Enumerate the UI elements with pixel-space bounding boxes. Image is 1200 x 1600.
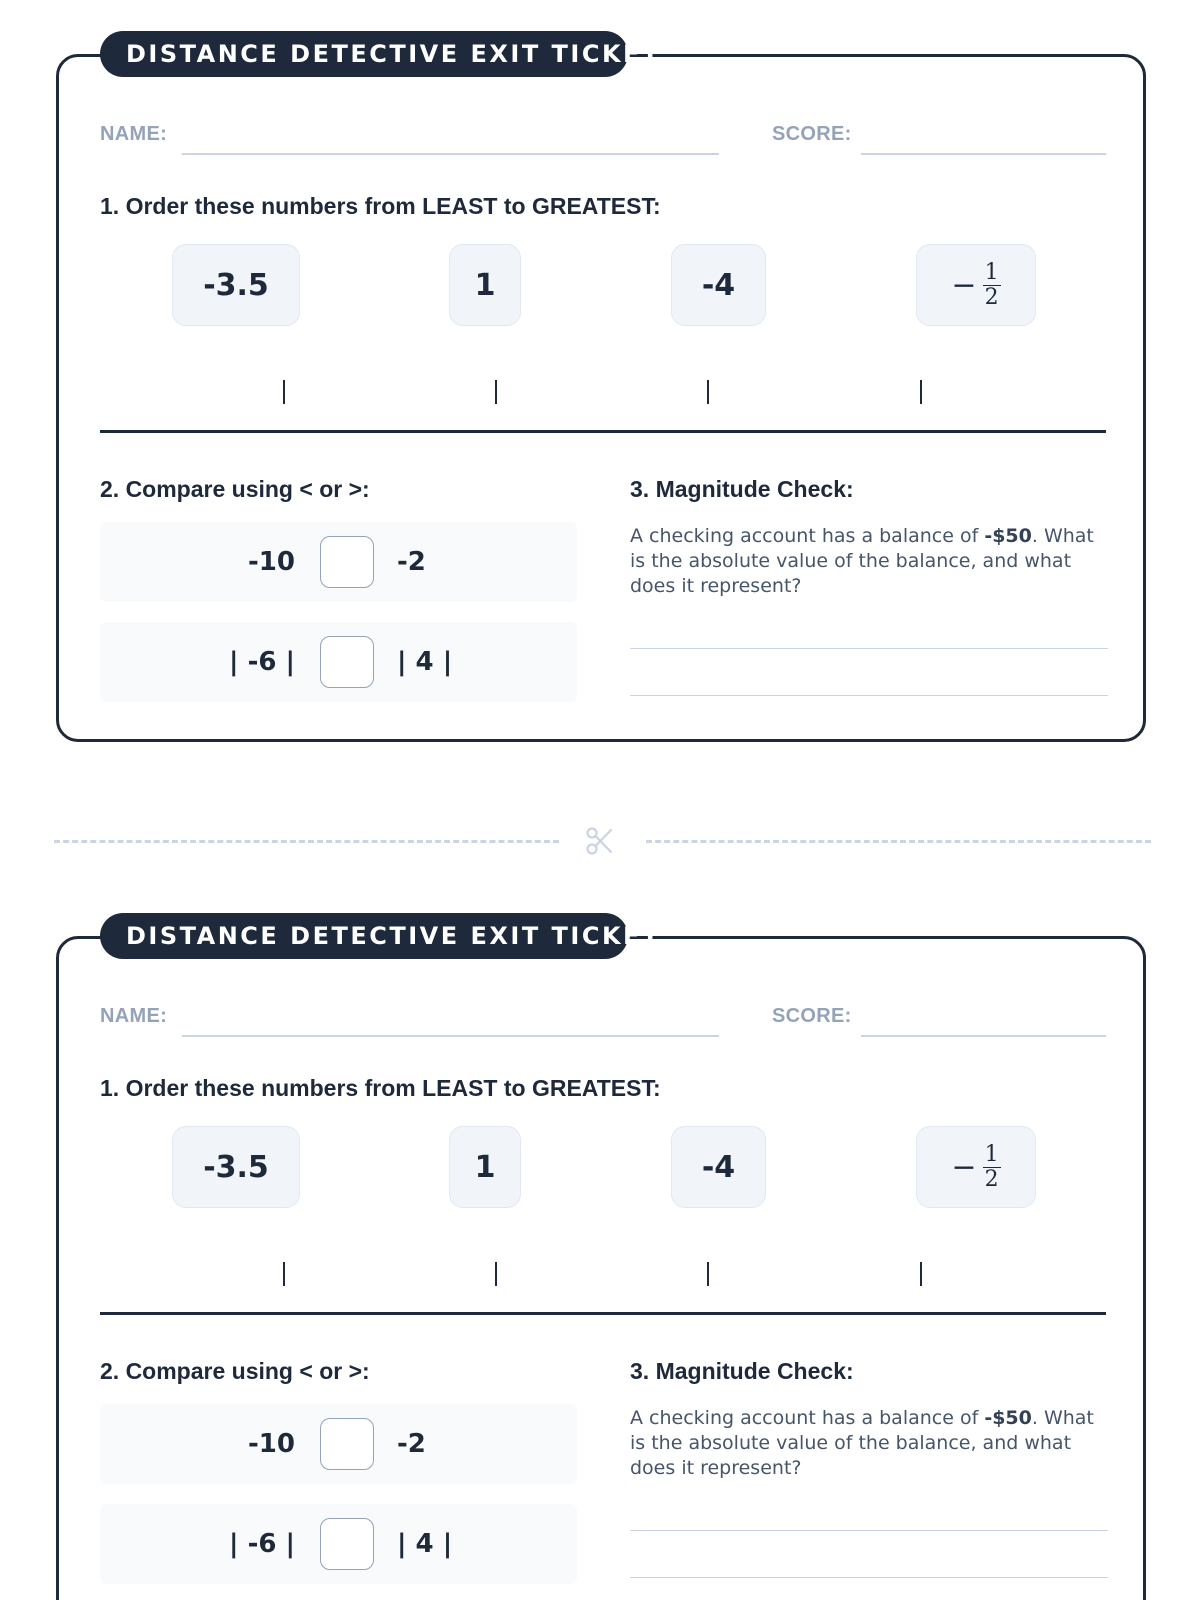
q3-balance-highlight: -$50 xyxy=(984,1407,1032,1429)
question-1-prompt: 1. Order these numbers from LEAST to GREATEST: xyxy=(100,1075,661,1101)
compare-row xyxy=(100,1504,577,1584)
compare-right-value: | 4 | xyxy=(397,1529,453,1559)
score-answer-line[interactable] xyxy=(861,153,1106,155)
compare-left-value: | -6 | xyxy=(229,647,295,677)
question-1-prompt: 1. Order these numbers from LEAST to GREATEST: xyxy=(100,193,661,219)
question-3-text xyxy=(630,524,1108,599)
answer-line[interactable] xyxy=(630,695,1108,696)
answer-slot-tick[interactable] xyxy=(495,1262,497,1286)
answer-slot-tick[interactable] xyxy=(495,380,497,404)
fraction-minus: − xyxy=(951,1149,977,1185)
q3-text-after: . What is the absolute value of the balance, and what does it represent? xyxy=(630,525,1094,597)
compare-left-value: -10 xyxy=(248,1429,295,1459)
q3-text-before: A checking account has a balance of xyxy=(630,1407,985,1429)
fraction-denominator: 2 xyxy=(984,1166,999,1192)
fraction-numerator: 1 xyxy=(984,1141,999,1167)
q3-balance-highlight: -$50 xyxy=(984,525,1032,547)
number-card: 1 xyxy=(449,1126,521,1208)
answer-slot-tick[interactable] xyxy=(283,380,285,404)
compare-row xyxy=(100,522,577,602)
comparison-answer-box[interactable] xyxy=(320,636,374,688)
number-card: -4 xyxy=(671,244,766,326)
fraction-card xyxy=(916,1126,1036,1208)
compare-left-value: | -6 | xyxy=(229,1529,295,1559)
compare-right-value: | 4 | xyxy=(397,647,453,677)
score-label: SCORE: xyxy=(772,123,852,145)
negative-one-half xyxy=(951,1143,1000,1192)
answer-slot-tick[interactable] xyxy=(920,1262,922,1286)
answer-slot-tick[interactable] xyxy=(920,380,922,404)
comparison-answer-box[interactable] xyxy=(320,1518,374,1570)
cut-line-left xyxy=(54,840,559,843)
fraction-denominator: 2 xyxy=(984,284,999,310)
answer-line[interactable] xyxy=(630,648,1108,649)
score-label: SCORE: xyxy=(772,1005,852,1027)
exit-ticket-2 xyxy=(56,922,1146,1600)
name-answer-line[interactable] xyxy=(182,153,719,155)
question-2-prompt: 2. Compare using < or >: xyxy=(100,476,370,502)
compare-right-value: -2 xyxy=(397,1429,426,1459)
name-label: NAME: xyxy=(100,1005,168,1027)
section-divider xyxy=(100,1312,1106,1315)
number-card: -4 xyxy=(671,1126,766,1208)
scissors-icon xyxy=(584,825,616,857)
score-answer-line[interactable] xyxy=(861,1035,1106,1037)
fraction-numerator: 1 xyxy=(984,259,999,285)
cut-line-right xyxy=(646,840,1151,843)
compare-row xyxy=(100,622,577,702)
answer-slot-tick[interactable] xyxy=(707,380,709,404)
compare-right-value: -2 xyxy=(397,547,426,577)
name-score-row xyxy=(100,1001,1106,1037)
answer-slot-tick[interactable] xyxy=(283,1262,285,1286)
negative-one-half xyxy=(951,261,1000,310)
compare-row xyxy=(100,1404,577,1484)
name-label: NAME: xyxy=(100,123,168,145)
question-3-text xyxy=(630,1406,1108,1481)
name-score-row xyxy=(100,119,1106,155)
question-3-prompt: 3. Magnitude Check: xyxy=(630,1358,854,1384)
ticket-title: DISTANCE DETECTIVE EXIT TICKET xyxy=(100,913,628,959)
exit-ticket-1 xyxy=(56,40,1146,742)
name-answer-line[interactable] xyxy=(182,1035,719,1037)
comparison-answer-box[interactable] xyxy=(320,1418,374,1470)
q3-text-after: . What is the absolute value of the balance, and what does it represent? xyxy=(630,1407,1094,1479)
answer-line[interactable] xyxy=(630,1577,1108,1578)
answer-slot-tick[interactable] xyxy=(707,1262,709,1286)
compare-left-value: -10 xyxy=(248,547,295,577)
number-card: -3.5 xyxy=(172,244,300,326)
question-3-prompt: 3. Magnitude Check: xyxy=(630,476,854,502)
fraction-minus: − xyxy=(951,267,977,303)
ticket-title: DISTANCE DETECTIVE EXIT TICKET xyxy=(100,31,628,77)
q3-text-before: A checking account has a balance of xyxy=(630,525,985,547)
comparison-answer-box[interactable] xyxy=(320,536,374,588)
answer-line[interactable] xyxy=(630,1530,1108,1531)
question-2-prompt: 2. Compare using < or >: xyxy=(100,1358,370,1384)
number-card: -3.5 xyxy=(172,1126,300,1208)
section-divider xyxy=(100,430,1106,433)
number-card: 1 xyxy=(449,244,521,326)
fraction-card xyxy=(916,244,1036,326)
